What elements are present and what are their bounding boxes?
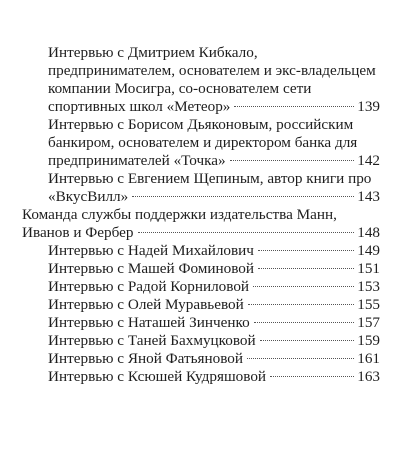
dot-leader <box>132 196 354 197</box>
toc-page-number: 157 <box>357 314 380 331</box>
toc-entry-row <box>48 278 380 296</box>
dot-leader <box>138 232 355 233</box>
toc-page-number: 151 <box>357 260 380 277</box>
toc-entry-row <box>48 332 380 350</box>
toc-page-number: 149 <box>357 242 380 259</box>
toc-entry-title: спортивных школ «Метеор» <box>48 98 231 115</box>
dot-leader <box>234 106 354 107</box>
toc-page-number: 159 <box>357 332 380 349</box>
toc-entry-row <box>48 296 380 314</box>
toc-entry-row <box>48 188 380 206</box>
toc-page-number: 155 <box>357 296 380 313</box>
dot-leader <box>247 358 354 359</box>
dot-leader <box>270 376 354 377</box>
toc-entry-title: предпринимателей «Точка» <box>48 152 226 169</box>
toc-entry-line: Интервью с Борисом Дьяконовым, российским <box>48 116 354 133</box>
toc-page-number: 153 <box>357 278 380 295</box>
toc-page-number: 143 <box>357 188 380 205</box>
toc-page-number: 142 <box>357 152 380 169</box>
dot-leader <box>230 160 355 161</box>
dot-leader <box>258 268 354 269</box>
toc-entry-row <box>48 368 380 386</box>
toc-section-title: Иванов и Фербер <box>22 224 134 241</box>
toc-page-number: 139 <box>357 98 380 115</box>
toc-entry-row <box>48 98 380 116</box>
toc-entry-title: Интервью с Радой Корниловой <box>48 278 250 295</box>
dot-leader <box>258 250 354 251</box>
toc-page-number: 148 <box>357 224 380 241</box>
toc-entry-line: компании Мосигра, со-основателем сети <box>48 80 312 97</box>
toc-entry-row <box>48 260 380 278</box>
toc-entry-title: Интервью с Таней Бахмуцковой <box>48 332 256 349</box>
toc-entry-row <box>48 350 380 368</box>
toc-entry-title: Интервью с Наташей Зинченко <box>48 314 250 331</box>
toc-entry-line: Интервью с Евгением Щепиным, автор книги про <box>48 170 372 187</box>
toc-page-number: 161 <box>357 350 380 367</box>
toc-entry-title: Интервью с Олей Муравьевой <box>48 296 244 313</box>
dot-leader <box>254 322 355 323</box>
toc-entry-row <box>48 152 380 170</box>
dot-leader <box>248 304 354 305</box>
toc-section-line: Команда службы поддержки издательства Манн, <box>22 206 337 223</box>
dot-leader <box>260 340 355 341</box>
toc-entry-title: Интервью с Ксюшей Кудряшовой <box>48 368 267 385</box>
toc-page-number: 163 <box>357 368 380 385</box>
toc-entry-row <box>48 314 380 332</box>
toc-entry-line: Интервью с Дмитрием Кибкало, <box>48 44 258 61</box>
toc-entry-row <box>48 242 380 260</box>
toc-entry-title: «ВкусВилл» <box>48 188 129 205</box>
dot-leader <box>253 286 354 287</box>
toc-entry-title: Интервью с Надей Михайлович <box>48 242 254 259</box>
toc-entry-line: предпринимателем, основателем и экс-владельцем <box>48 62 376 79</box>
toc-entry-title: Интервью с Машей Фоминовой <box>48 260 255 277</box>
toc-section-row <box>22 224 380 242</box>
toc-entry-line: банкиром, основателем и директором банка для <box>48 134 358 151</box>
toc-entry-title: Интервью с Яной Фатьяновой <box>48 350 244 367</box>
